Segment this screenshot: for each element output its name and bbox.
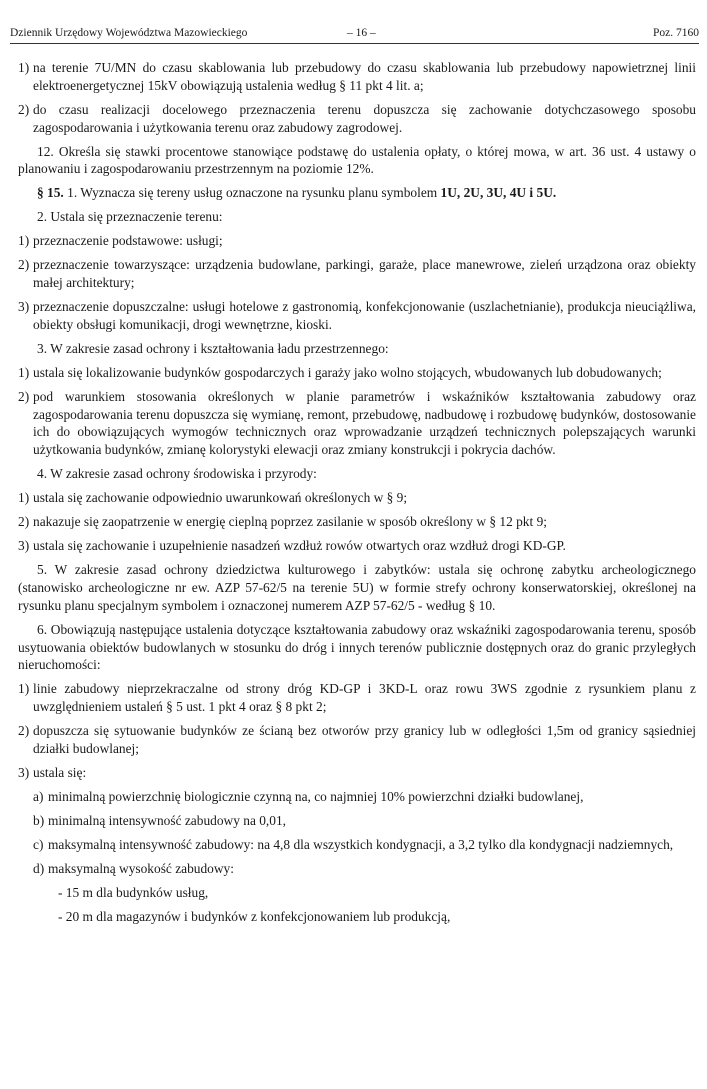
paragraph: 5. W zakresie zasad ochrony dziedzictwa kulturowego i zabytków: ustala się ochronę zabytku archeologicznego (stanowisko archeologiczne nr ew. AZP 57-62/5 na terenie 5U) w formie strefy ochrony konserwatorskiej, określonej na rysunku planu specjalnym symbolem i oznaczonej numerem AZP 57-62/5 - według § 10. — [18, 562, 696, 613]
paragraph: 3. W zakresie zasad ochrony i kształtowania ładu przestrzennego: — [37, 340, 389, 356]
list-item: 2) do czasu realizacji docelowego przeznaczenia terenu dopuszcza się zachowanie dotychczasowego sposobu zagospodarowania i użytkowania terenu oraz zabudowy zagrodowej. — [18, 101, 696, 135]
page-header — [10, 27, 699, 41]
paragraph: 4. W zakresie zasad ochrony środowiska i przyrody: — [37, 466, 317, 482]
header-rule — [10, 43, 699, 44]
dash-item: - 20 m dla magazynów i budynków z konfekcjonowaniem lub produkcją, — [58, 908, 451, 924]
sub-item: b) minimalną intensywność zabudowy na 0,01, — [33, 812, 287, 828]
page-number: – 16 – — [347, 27, 376, 39]
paragraph: 2. Ustala się przeznaczenie terenu: — [37, 209, 223, 225]
sub-item: c) maksymalną intensywność zabudowy: na 4,8 dla wszystkich kondygnacji, a 3,2 tylko dla kondygnacji nadziemnych, — [33, 836, 674, 852]
list-item: 2) nakazuje się zaopatrzenie w energię cieplną poprzez zasilanie w sposób określony w § 12 pkt 9; — [18, 514, 547, 530]
list-item: 3) ustala się zachowanie i uzupełnienie nasadzeń wzdłuż rowów otwartych oraz wzdłuż drogi KD-GP. — [18, 538, 566, 554]
paragraph: 6. Obowiązują następujące ustalenia dotyczące kształtowania zabudowy oraz wskaźniki zagospodarowania terenu, sposób usytuowania obiektów budowlanych w stosunku do dróg i innych terenów publicznie dostępnych oraz do granic przyległych nieruchomości: — [18, 621, 696, 673]
section-heading: § 15. 1. Wyznacza się tereny usług oznaczone na rysunku planu symbolem 1U, 2U, 3U, 4U i 5U. — [37, 185, 557, 201]
sub-item: d) maksymalną wysokość zabudowy: — [33, 860, 234, 876]
list-item: 3) ustala się: — [18, 764, 87, 780]
paragraph: 12. Określa się stawki procentowe stanowiące podstawę do ustalenia opłaty, o której mowa, w art. 36 ust. 4 ustawy o planowaniu i zagospodarowaniu przestrzennym na poziomie 12%. — [18, 143, 696, 177]
list-item: 1) przeznaczenie podstawowe: usługi; — [18, 233, 223, 249]
list-item: 1) linie zabudowy nieprzekraczalne od strony dróg KD-GP i 3KD-L oraz rowu 3WS zgodnie z rysunkiem planu z uwzględnieniem ustaleń § 5 ust. 1 pkt 4 oraz § 8 pkt 2; — [18, 681, 696, 715]
list-item: 2) przeznaczenie towarzyszące: urządzenia budowlane, parkingi, garaże, place manewrowe, zieleń urządzona oraz obiekty małej architektury; — [18, 257, 696, 291]
list-item: 2) dopuszcza się sytuowanie budynków ze ścianą bez otworów przy granicy lub w odległości 1,5m od granicy sąsiedniej działki budowlanej; — [18, 723, 696, 756]
journal-title: Dziennik Urzędowy Województwa Mazowieckiego — [10, 27, 248, 39]
list-item: 3) przeznaczenie dopuszczalne: usługi hotelowe z gastronomią, konfekcjonowanie (uszlachetnianie), produkcja nieuciążliwa, obiekty obsługi komunikacji, drogi wewnętrzne, kioski. — [18, 299, 696, 332]
sub-item: a) minimalną powierzchnię biologicznie czynną na, co najmniej 10% powierzchni działki budowlanej, — [33, 788, 584, 804]
dash-item: - 15 m dla budynków usług, — [58, 884, 209, 900]
document-body — [18, 59, 696, 932]
list-item: 1) na terenie 7U/MN do czasu skablowania lub przebudowy do czasu skablowania lub przebudowy napowietrznej linii elektroenergetycznej 15kV obowiązują ustalenia według § 11 pkt 4 lit. a; — [18, 60, 696, 93]
list-item: 1) ustala się zachowanie odpowiednio uwarunkowań określonych w § 9; — [18, 490, 408, 506]
position-number: Poz. 7160 — [653, 27, 699, 39]
list-item: 2) pod warunkiem stosowania określonych w planie parametrów i wskaźników kształtowania zabudowy oraz zagospodarowania terenu dopuszcza się wymianę, remont, przebudowę, nadbudowę i rozbudowę budynków, dostosowanie ich do obowiązujących wymogów technicznych oraz wprowadzanie urządzeń technicznych polepszających warunki użytkowania budynków, zmianę kolorystyki elewacji oraz zmiany konstrukcji i pokrycia dachów. — [18, 388, 696, 458]
list-item: 1) ustala się lokalizowanie budynków gospodarczych i garaży jako wolno stojących, wbudowanych lub dobudowanych; — [18, 364, 662, 380]
